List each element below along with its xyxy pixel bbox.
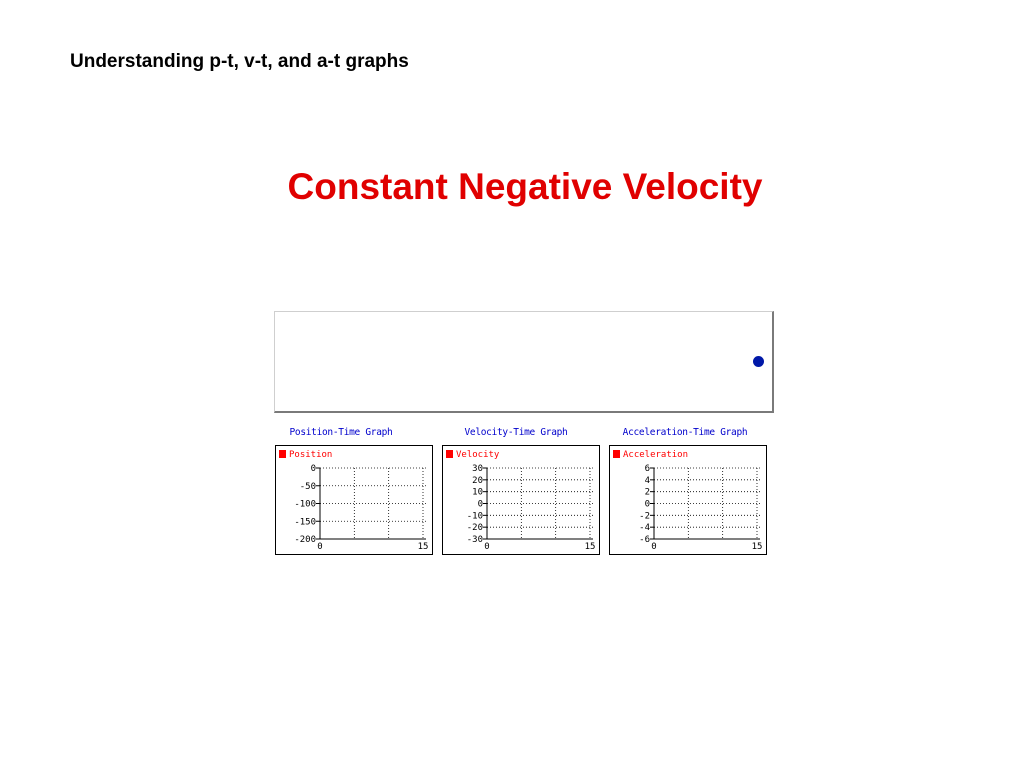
y-tick-label-10: 10 [472,487,483,498]
y-tick-label-20: -20 [466,523,483,534]
moving-object-dot [753,356,764,367]
y-tick-label-150: -150 [294,517,316,528]
graph-canvas [276,446,432,554]
legend-swatch [279,450,286,458]
y-tick-label-4: 4 [644,475,650,486]
y-tick-label-2: -2 [639,511,650,522]
x-tick-label-0: 0 [484,542,490,552]
y-tick-label-0: 0 [477,499,483,510]
y-tick-label-0: 0 [644,499,650,510]
velocity-time-graph [442,445,600,555]
x-tick-label-15: 15 [584,542,596,552]
y-tick-label-20: 20 [472,475,483,486]
graph-canvas [443,446,599,554]
y-tick-label-10: -10 [466,511,483,522]
slide-title: Constant Negative Velocity [287,166,763,207]
x-tick-label-15: 15 [751,542,763,552]
y-tick-label-30: 30 [472,464,483,474]
motion-animation-panel [274,311,774,413]
x-tick-label-0: 0 [651,542,657,552]
legend-label: Velocity [456,450,500,460]
motion-track [275,312,772,411]
acceleration-time-graph [609,445,767,555]
y-tick-label-2: 2 [644,487,650,498]
graph-canvas [610,446,766,554]
x-tick-label-0: 0 [317,542,323,552]
velocity-time-graph-title: Velocity-Time Graph [464,427,568,438]
legend-label: Acceleration [623,450,689,460]
y-tick-label-0: 0 [310,464,316,474]
position-time-graph [275,445,433,555]
position-time-graph-title: Position-Time Graph [289,427,393,438]
legend-swatch [613,450,620,458]
legend-label: Position [289,450,333,460]
y-tick-label-50: -50 [299,481,316,492]
y-tick-label-6: 6 [644,464,650,474]
x-tick-label-15: 15 [417,542,429,552]
y-tick-label-30: -30 [466,535,483,545]
acceleration-time-graph-title: Acceleration-Time Graph [622,427,748,438]
y-tick-label-4: -4 [639,523,650,534]
y-tick-label-6: -6 [639,535,650,545]
slide-heading: Understanding p-t, v-t, and a-t graphs [70,51,409,72]
legend-swatch [446,450,453,458]
y-tick-label-200: -200 [294,535,316,545]
y-tick-label-100: -100 [294,499,316,510]
